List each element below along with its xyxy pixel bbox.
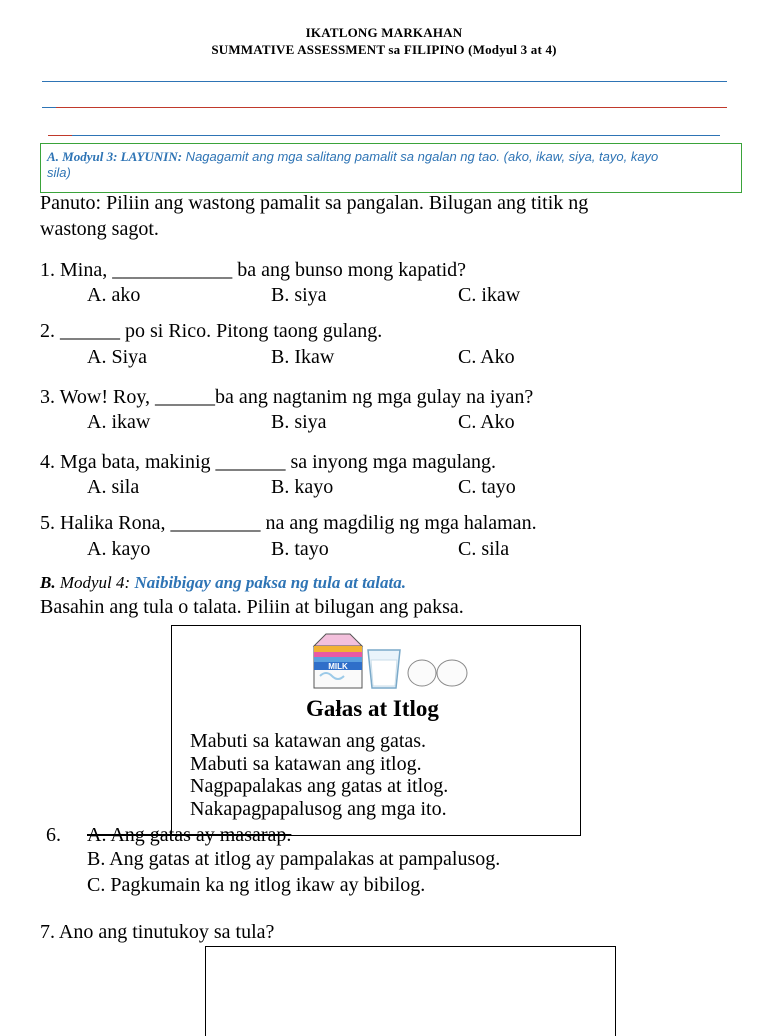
q5-option-a[interactable]: A. kayo — [87, 538, 151, 560]
poem-line-3: Nagpapalakas ang gatas at itlog. — [190, 775, 449, 797]
section-b-goal: Naibibigay ang paksa ng tula at talata. — [134, 573, 406, 592]
q6-option-c[interactable]: C. Pagkumain ka ng itlog ikaw ay bibilog. — [87, 874, 426, 896]
question-3: 3. Wow! Roy, ______ba ang nagtanim ng mga gulay na iyan? — [40, 386, 534, 408]
section-line — [42, 107, 727, 108]
name-line — [42, 81, 727, 82]
milk-carton-icon — [306, 632, 370, 690]
q3-option-b[interactable]: B. siya — [271, 411, 327, 433]
objective-text-cont: sila) — [47, 165, 71, 180]
q2-option-a[interactable]: A. Siya — [87, 346, 147, 368]
header-subtitle: SUMMATIVE ASSESSMENT sa FILIPINO (Modyul 3 at 4) — [211, 42, 557, 57]
section-b-module: Modyul 4: — [55, 573, 135, 592]
section-b-instruction: Basahin ang tula o talata. Piliin at bilugan ang paksa. — [40, 596, 464, 618]
section-line-blue-tip — [42, 107, 56, 108]
answer-box[interactable] — [205, 946, 616, 1036]
question-6-number: 6. — [46, 824, 61, 846]
q5-option-c[interactable]: C. sila — [458, 538, 510, 560]
q1-option-b[interactable]: B. siya — [271, 284, 327, 306]
q3-option-c[interactable]: C. Ako — [458, 411, 515, 433]
instruction-line-1: Panuto: Piliin ang wastong pamalit sa pangalan. Bilugan ang titik ng — [40, 192, 589, 214]
q4-option-b[interactable]: B. kayo — [271, 476, 334, 498]
q6-option-b[interactable]: B. Ang gatas at itlog ay pampalakas at pampalusog. — [87, 848, 501, 870]
q2-option-c[interactable]: C. Ako — [458, 346, 515, 368]
poem-line-2: Mabuti sa katawan ang itlog. — [190, 753, 422, 775]
glass-of-milk-icon — [364, 648, 404, 690]
date-line-red-tip — [48, 135, 72, 136]
section-b-heading — [40, 573, 406, 593]
q3-option-a[interactable]: A. ikaw — [87, 411, 151, 433]
q1-option-c[interactable]: C. ikaw — [458, 284, 521, 306]
poem-line-1: Mabuti sa katawan ang gatas. — [190, 730, 427, 752]
objective-text: Nagagamit ang mga salitang pamalit sa ngalan ng tao. (ako, ikaw, siya, tayo, kayo — [182, 149, 659, 164]
header-title: IKATLONG MARKAHAN — [305, 25, 463, 40]
poem-title: Gałas at Itlog — [306, 696, 439, 721]
q2-option-b[interactable]: B. Ikaw — [271, 346, 335, 368]
instruction-line-2: wastong sagot. — [40, 218, 159, 240]
milk-label: MILK — [328, 662, 348, 671]
q6-option-a[interactable]: A. Ang gatas ay masarap. — [87, 824, 292, 846]
objective-label: A. Modyul 3: LAYUNIN: — [47, 149, 183, 164]
q5-option-b[interactable]: B. tayo — [271, 538, 329, 560]
question-7: 7. Ano ang tinutukoy sa tula? — [40, 921, 275, 943]
poem-line-4: Nakapagpapalusog ang mga ito. — [190, 798, 447, 820]
question-2: 2. ______ po si Rico. Pitong taong gulang. — [40, 320, 383, 342]
objective-box — [40, 143, 742, 193]
q4-option-a[interactable]: A. sila — [87, 476, 140, 498]
q4-option-c[interactable]: C. tayo — [458, 476, 516, 498]
section-b-letter: B. — [40, 573, 56, 592]
question-5: 5. Halika Rona, _________ na ang magdilig ng mga halaman. — [40, 512, 537, 534]
question-4: 4. Mga bata, makinig _______ sa inyong mga magulang. — [40, 451, 497, 473]
question-1: 1. Mina, ____________ ba ang bunso mong kapatid? — [40, 259, 467, 281]
eggs-icon — [404, 656, 470, 688]
date-line — [72, 135, 720, 136]
q1-option-a[interactable]: A. ako — [87, 284, 141, 306]
